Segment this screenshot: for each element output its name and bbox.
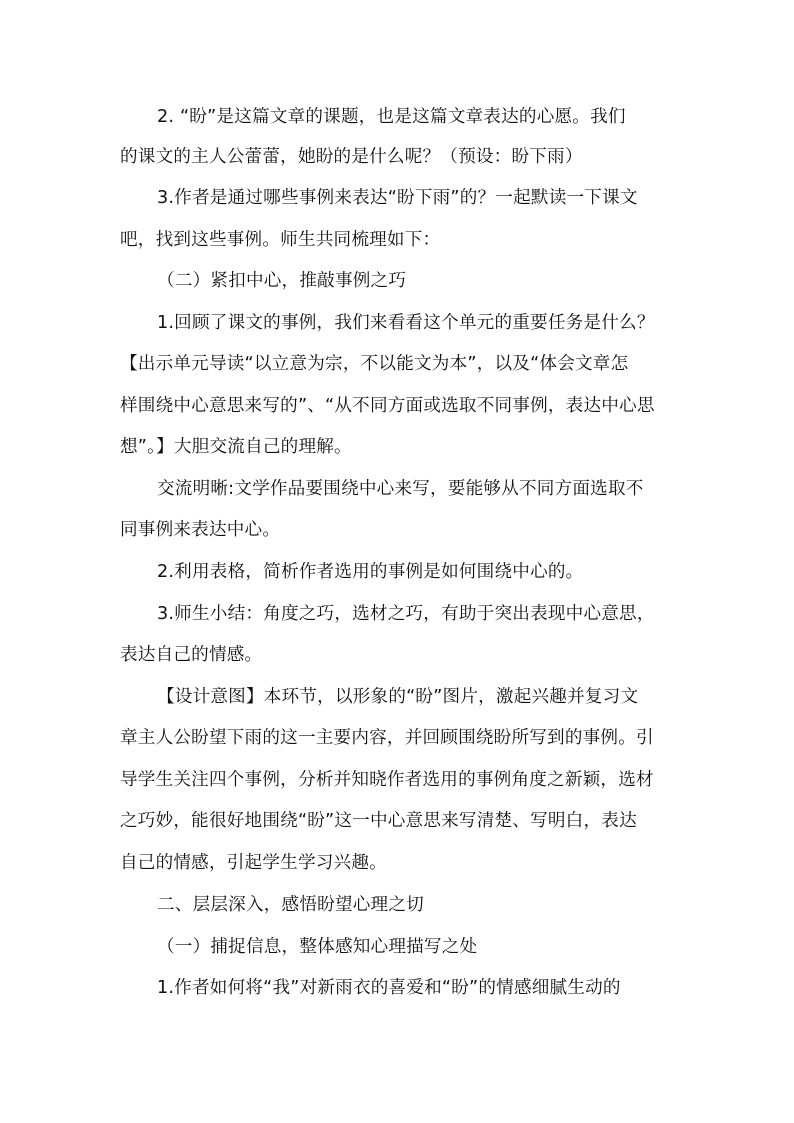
paragraph-line: 同事例来表达中心。	[120, 520, 281, 540]
paragraph-line: 想”。】大胆交流自己的理解。	[120, 437, 352, 457]
section-heading: （一）捕捉信息，整体感知心理描写之处	[157, 937, 478, 957]
paragraph-line: 2. “盼”是这篇文章的课题，也是这篇文章表达的心愿。我们	[157, 107, 626, 127]
section-heading: 二、层层深入，感悟盼望心理之切	[157, 895, 424, 915]
paragraph-line: 3.师生小结：角度之巧，选材之巧，有助于突出表现中心意思，	[157, 604, 655, 624]
paragraph-line: 章主人公盼望下雨的这一主要内容，并回顾围绕盼所写到的事例。引	[120, 728, 654, 748]
paragraph-line: 1.作者如何将“我”对新雨衣的喜爱和“盼”的情感细腻生动的	[157, 978, 621, 998]
paragraph-line: 【设计意图】本环节，以形象的“盼”图片，激起兴趣并复习文	[157, 687, 639, 707]
paragraph-line: 3.作者是通过哪些事例来表达“盼下雨”的？一起默读一下课文	[157, 188, 638, 208]
paragraph-line: 1.回顾了课文的事例，我们来看看这个单元的重要任务是什么？	[157, 313, 655, 333]
paragraph-line: 2.利用表格，简析作者选用的事例是如何围绕中心的。	[157, 562, 584, 582]
paragraph-line: 【出示单元导读“以立意为宗，不以能文为本”，以及“体会文章怎	[120, 354, 629, 374]
paragraph-line: 的课文的主人公蕾蕾，她盼的是什么呢？（预设：盼下雨）	[120, 147, 583, 167]
paragraph-line: 吧，找到这些事例。师生共同梳理如下：	[120, 230, 441, 250]
section-heading: （二）紧扣中心，推敲事例之巧	[157, 271, 407, 291]
paragraph-line: 之巧妙，能很好地围绕“盼”这一中心意思来写清楚、写明白，表达	[120, 811, 637, 831]
paragraph-line: 交流明晰:文学作品要围绕中心来写，要能够从不同方面选取不	[157, 479, 644, 499]
paragraph-line: 导学生关注四个事例，分析并知晓作者选用的事例角度之新颖，选材	[120, 770, 654, 790]
paragraph-line: 自己的情感，引起学生学习兴趣。	[120, 853, 387, 873]
paragraph-line: 表达自己的情感。	[120, 645, 263, 665]
paragraph-line: 样围绕中心意思来写的”、“从不同方面或选取不同事例，表达中心思	[120, 396, 655, 416]
